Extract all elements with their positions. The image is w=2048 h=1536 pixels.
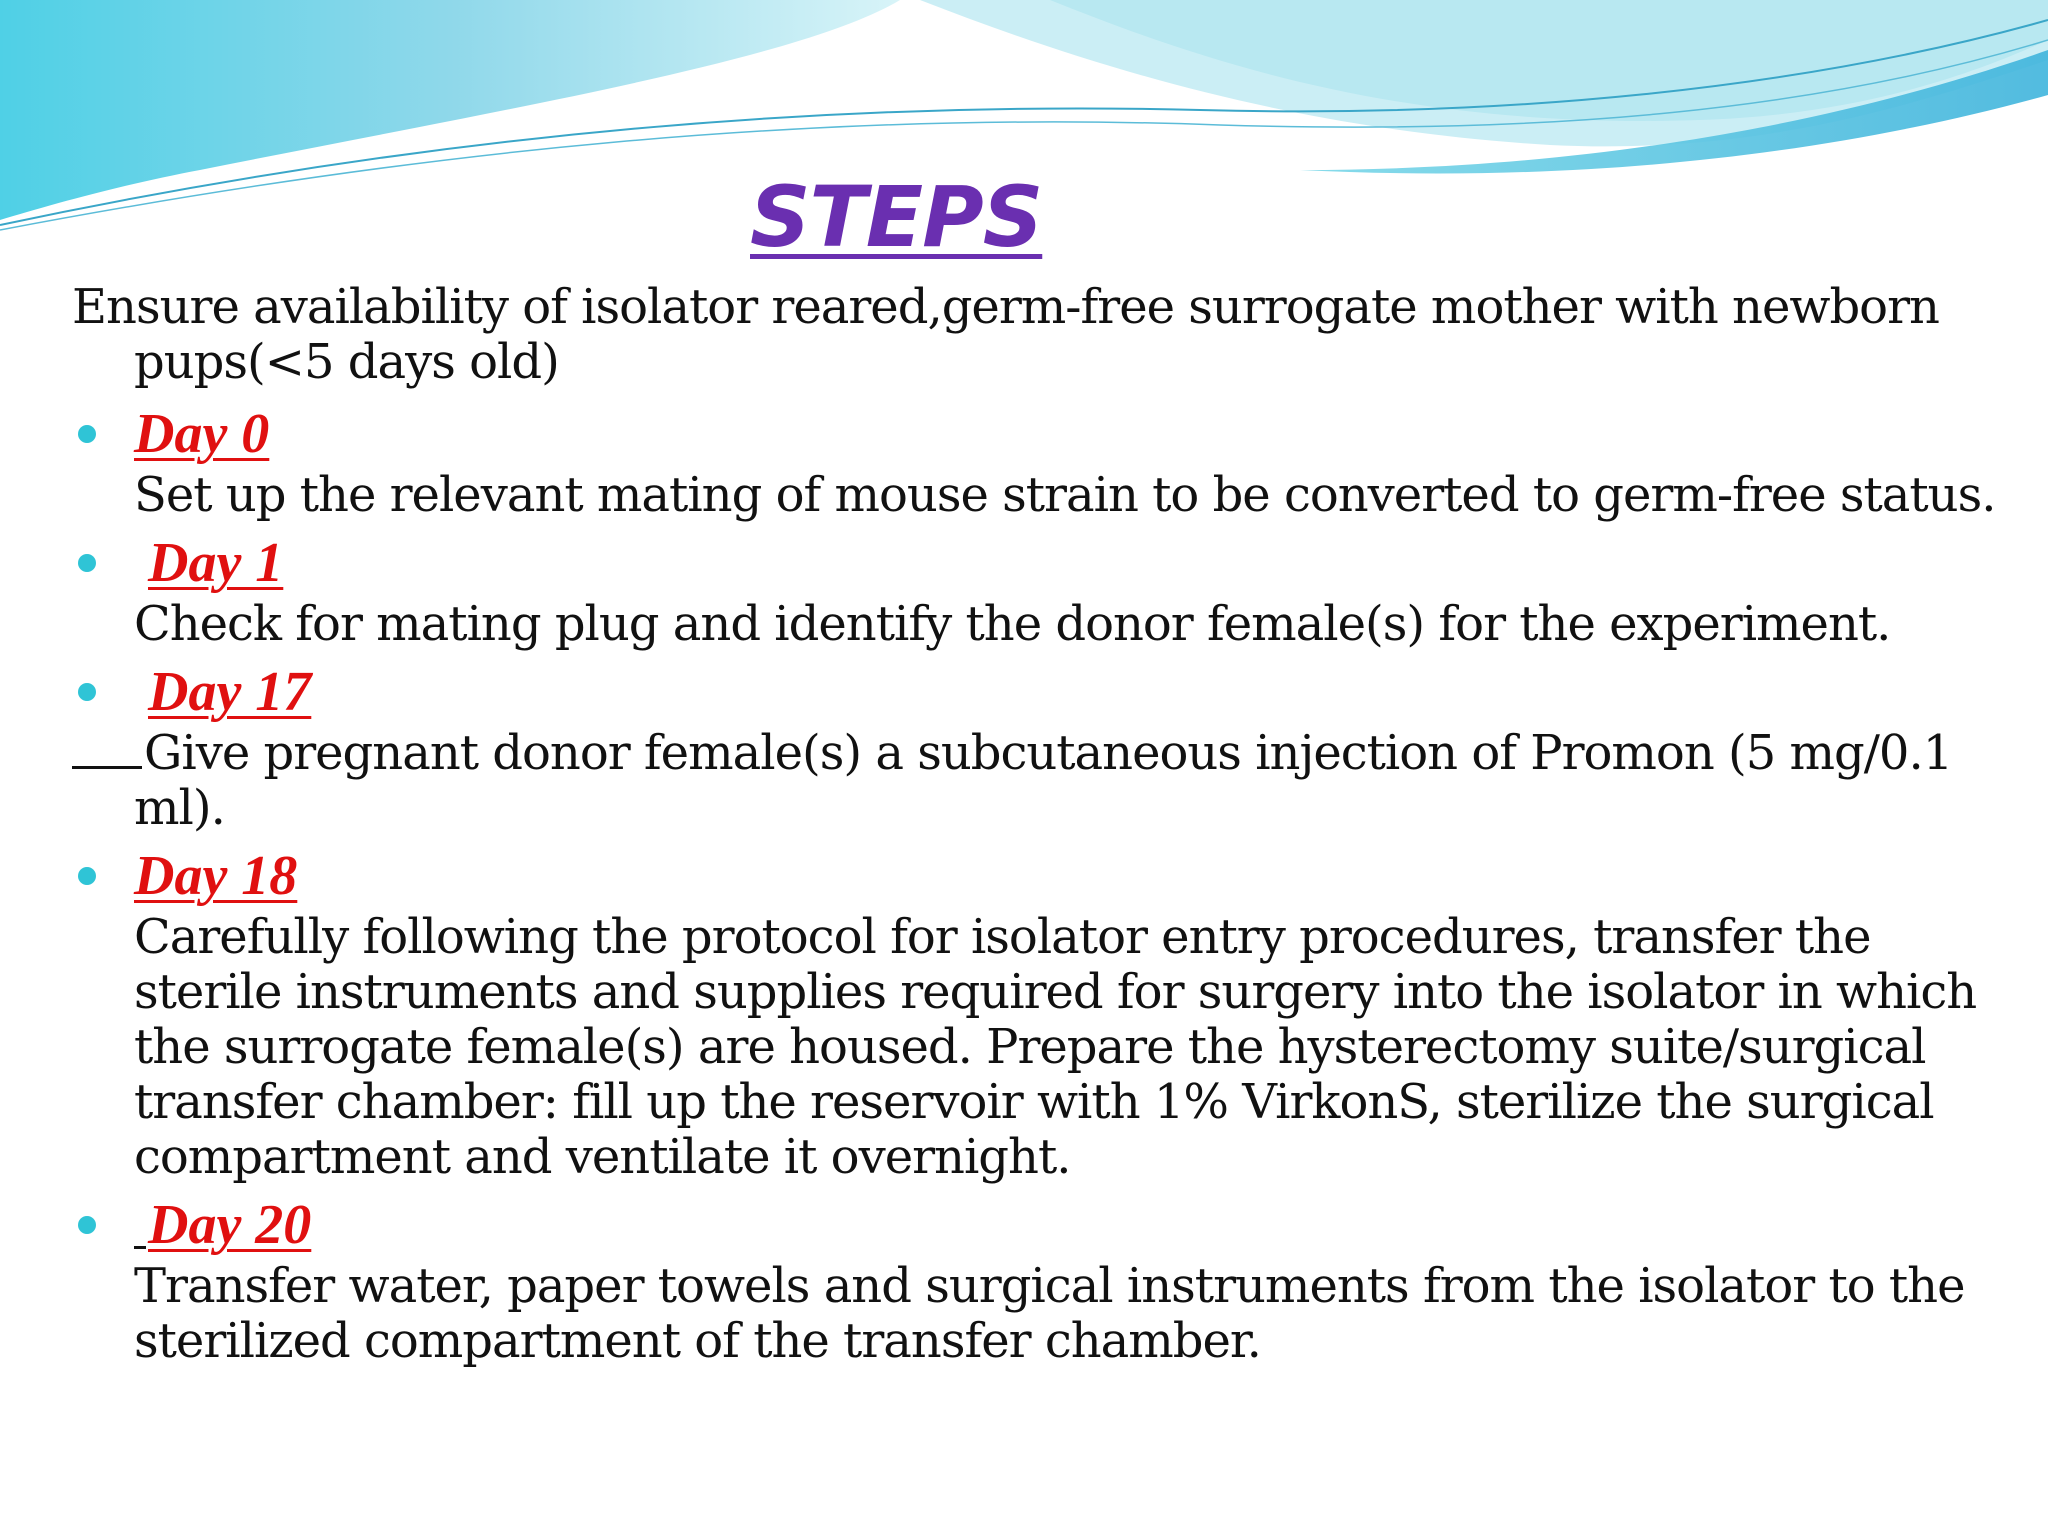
- dash-line-decoration: [72, 766, 142, 769]
- dash-line-decoration: [134, 1246, 146, 1249]
- bullet-icon: [78, 683, 96, 701]
- step-description: Set up the relevant mating of mouse strain to be converted to germ-free status.: [134, 467, 1996, 523]
- step-description: Give pregnant donor female(s) a subcutaneous injection of Promon (5 mg/0.1 ml).: [134, 725, 1953, 836]
- bullet-icon: [78, 425, 96, 443]
- step-day-18: [72, 842, 2032, 910]
- steps-content: [72, 280, 2032, 1375]
- bullet-icon: [78, 554, 96, 572]
- bullet-icon: [78, 1216, 96, 1234]
- step-day-20: [72, 1191, 2032, 1259]
- day-label: Day 18: [134, 845, 298, 907]
- step-description: Carefully following the protocol for isolator entry procedures, transfer the sterile instruments and supplies required for surgery into the isolator in which the surrogate female(s) are housed. Prepare the hysterectomy suite/surgical transfer chamber: fill up the reservoir with 1% VirkonS, sterilize the surgical compartment and ventilate it overnight.: [134, 909, 1977, 1185]
- step-description: Transfer water, paper towels and surgical instruments from the isolator to the sterilized compartment of the transfer chamber.: [134, 1258, 1965, 1369]
- step-day-17: [72, 658, 2032, 726]
- step-day-0: [72, 400, 2032, 468]
- step-description-dashed: [72, 726, 2032, 836]
- page-title: STEPS: [750, 168, 1043, 266]
- bullet-icon: [78, 867, 96, 885]
- intro-text: Ensure availability of isolator reared,germ-free surrogate mother with newborn pups(<5 days old): [72, 279, 1939, 390]
- day-label: Day 20: [148, 1194, 312, 1256]
- step-day-1: [72, 529, 2032, 597]
- day-label: Day 0: [134, 403, 270, 465]
- day-label: Day 1: [148, 532, 284, 594]
- day-label: Day 17: [148, 661, 312, 723]
- step-description: Check for mating plug and identify the donor female(s) for the experiment.: [134, 596, 1891, 652]
